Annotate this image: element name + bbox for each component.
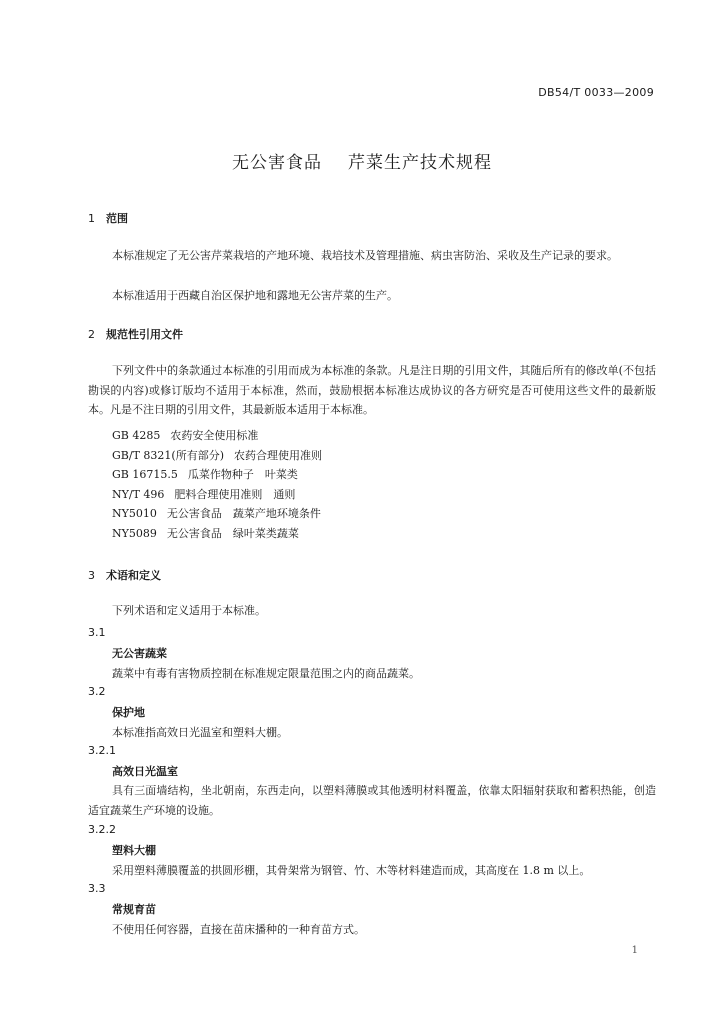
reference-code: GB 4285 xyxy=(112,429,161,442)
reference-item xyxy=(112,505,321,521)
term-heading: 无公害蔬菜 xyxy=(112,647,167,660)
clause-number: 3.2.2 xyxy=(88,823,116,836)
section-1-heading xyxy=(88,210,128,226)
page-number: 1 xyxy=(631,945,638,956)
section-title: 规范性引用文件 xyxy=(106,328,183,341)
term-definition: 采用塑料薄膜覆盖的拱圆形棚，其骨架常为钢管、竹、木等材料建造而成，其高度在 1.8 m 以上。 xyxy=(112,864,591,877)
title-part-2: 芹菜生产技术规程 xyxy=(348,153,492,173)
term-heading: 保护地 xyxy=(112,706,145,719)
section-2-heading xyxy=(88,326,183,342)
reference-item xyxy=(112,427,258,443)
term-definition: 本标准指高效日光温室和塑料大棚。 xyxy=(112,726,288,739)
reference-item xyxy=(112,486,295,502)
reference-item xyxy=(112,466,298,482)
term-definition: 不使用任何容器，直接在苗床播种的一种育苗方式。 xyxy=(112,923,365,936)
clause-number: 3.2 xyxy=(88,685,106,698)
clause-number: 3.2.1 xyxy=(88,744,116,757)
section-3-paragraph-1: 下列术语和定义适用于本标准。 xyxy=(112,604,266,617)
term-definition: 蔬菜中有毒有害物质控制在标准规定限量范围之内的商品蔬菜。 xyxy=(112,667,420,680)
reference-code: NY5089 xyxy=(112,527,157,540)
section-number: 1 xyxy=(88,212,95,225)
term-heading: 高效日光温室 xyxy=(112,765,178,778)
term-heading: 塑料大棚 xyxy=(112,844,156,857)
section-number: 3 xyxy=(88,569,95,582)
clause-number: 3.3 xyxy=(88,882,106,895)
section-3-heading xyxy=(88,567,161,583)
section-1-paragraph-2: 本标准适用于西藏自治区保护地和露地无公害芹菜的生产。 xyxy=(112,289,398,302)
section-title: 范围 xyxy=(106,212,128,225)
reference-code: GB 16715.5 xyxy=(112,468,178,481)
reference-name: 无公害食品 蔬菜产地环境条件 xyxy=(166,507,321,520)
reference-name: 农药安全使用标准 xyxy=(170,429,259,442)
reference-item xyxy=(112,525,299,541)
document-title xyxy=(0,148,724,173)
reference-name: 农药合理使用准则 xyxy=(234,449,322,462)
reference-code: GB/T 8321(所有部分) xyxy=(112,449,224,462)
section-2-paragraph-1: 下列文件中的条款通过本标准的引用而成为本标准的条款。凡是注日期的引用文件，其随后所有的修改单(不包括勘误的内容)或修订版均不适用于本标准，然而，鼓励根据本标准达成协议的各方研究是否可使用这些文件的最新版本。凡是不注日期的引用文件，其最新版本适用于本标准。 xyxy=(88,364,656,416)
reference-name: 瓜菜作物种子 叶菜类 xyxy=(187,468,298,481)
section-number: 2 xyxy=(88,328,95,341)
clause-number: 3.1 xyxy=(88,626,106,639)
reference-code: NY5010 xyxy=(112,507,157,520)
section-1-paragraph-1: 本标准规定了无公害芹菜栽培的产地环境、栽培技术及管理措施、病虫害防治、采收及生产记录的要求。 xyxy=(112,249,618,262)
reference-name: 无公害食品 绿叶菜类蔬菜 xyxy=(166,527,299,540)
reference-item xyxy=(112,447,322,463)
term-heading: 常规育苗 xyxy=(112,903,156,916)
reference-code: NY/T 496 xyxy=(112,488,165,501)
reference-name: 肥料合理使用准则 通则 xyxy=(174,488,296,501)
standard-code: DB54/T 0033—2009 xyxy=(538,86,654,99)
title-part-1: 无公害食品 xyxy=(232,153,322,173)
section-title: 术语和定义 xyxy=(106,569,161,582)
term-definition: 具有三面墙结构，坐北朝南，东西走向，以塑料薄膜或其他透明材料覆盖，依靠太阳辐射获取和蓄积热能，创造适宜蔬菜生产环境的设施。 xyxy=(88,784,656,817)
